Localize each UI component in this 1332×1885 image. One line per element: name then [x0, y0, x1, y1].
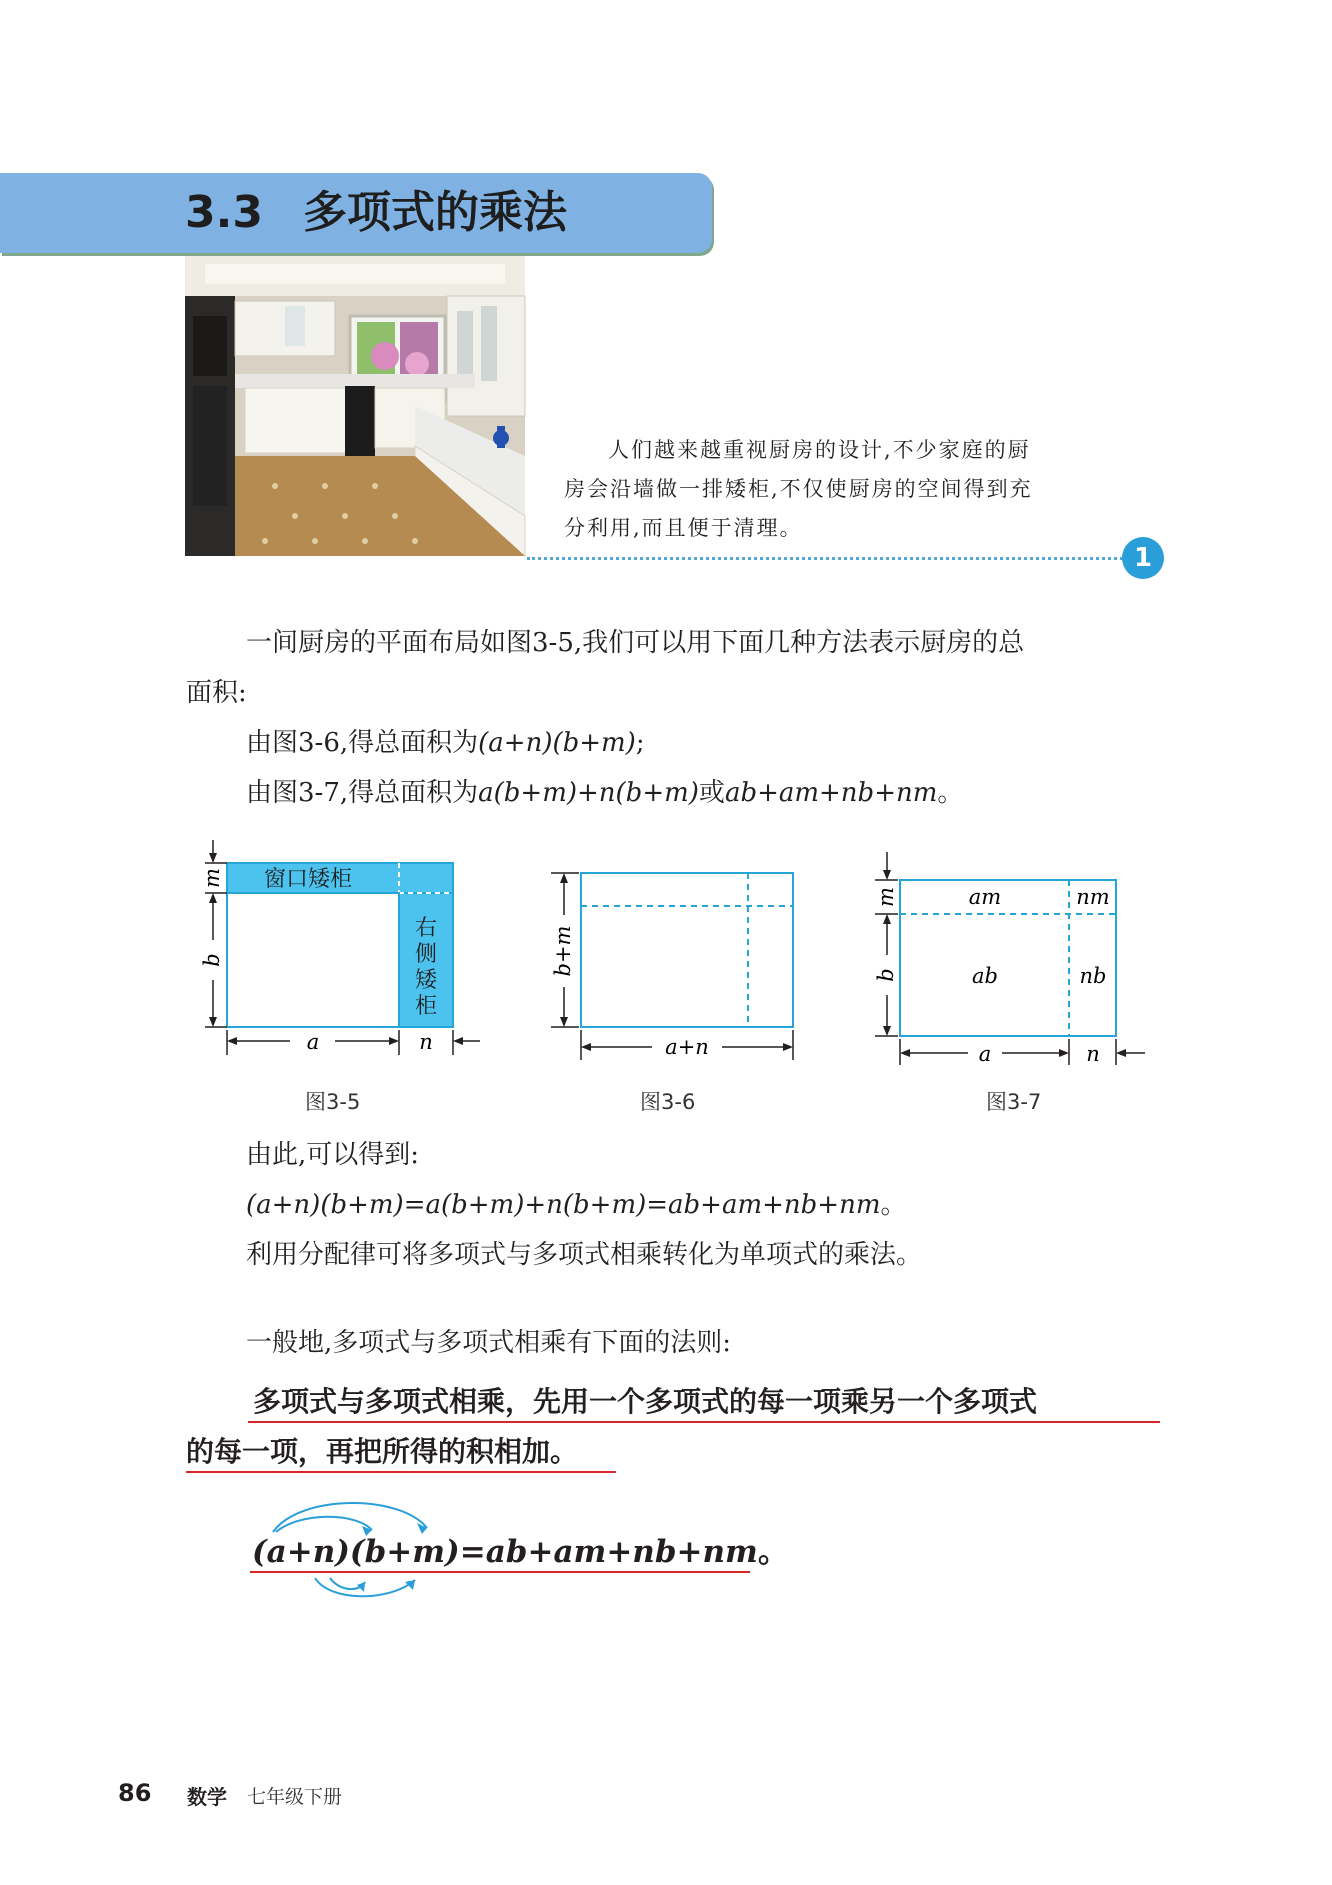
p3-expression-2: ab+am+nb+nm	[724, 778, 938, 808]
footer-subject: 数学	[187, 1785, 227, 1809]
page-number: 86	[118, 1779, 152, 1807]
p3-expression-1: a(b+m)+n(b+m)	[478, 778, 699, 808]
figure-3-5	[190, 835, 500, 1054]
intro-line-1: 人们越来越重视厨房的设计,不少家庭的厨	[608, 438, 1031, 462]
fig7-label-n: n	[1086, 1042, 1100, 1066]
paragraph-5	[246, 1185, 907, 1225]
section-badge: 1	[1122, 537, 1164, 579]
fig7-label-a: a	[978, 1042, 992, 1066]
window-cabinet-label: 窗口矮柜	[264, 867, 353, 892]
side-cabinet-char-1: 右	[414, 916, 438, 941]
fig7-label-m: m	[874, 887, 898, 907]
rule-underline-1	[248, 1421, 1160, 1423]
cell-ab: ab	[972, 964, 998, 988]
cell-nb: nb	[1079, 964, 1107, 988]
p5-end: 。	[880, 1190, 907, 1220]
formula-underline	[250, 1571, 750, 1573]
formula-lhs: (a+n)(b+m)	[252, 1534, 460, 1570]
p3-end: 。	[937, 778, 964, 808]
paragraph-4: 由此,可以得到:	[246, 1140, 420, 1170]
fig5-label-n: n	[419, 1030, 433, 1054]
p2-end: ;	[635, 728, 645, 758]
p3-or: 或	[698, 778, 725, 808]
caption-fig-3-7: 图3-7	[986, 1090, 1042, 1114]
section-number: 3.3	[185, 187, 263, 238]
formula-rhs: =ab+am+nb+nm	[459, 1534, 758, 1570]
fig5-label-b: b	[200, 953, 224, 967]
side-cabinet-char-4: 柜	[414, 994, 438, 1019]
rule-line-2: 的每一项，再把所得的积相加。	[186, 1435, 579, 1468]
paragraph-7: 一般地,多项式与多项式相乘有下面的法则:	[246, 1328, 732, 1358]
cell-am: am	[968, 885, 1002, 909]
kitchen-photo	[185, 256, 525, 556]
rule-formula	[252, 1526, 789, 1571]
paragraph-3	[246, 773, 963, 813]
fig5-label-m: m	[200, 868, 224, 888]
p2-prefix: 由图3-6,得总面积为	[246, 728, 479, 758]
fig6-label-side: b+m	[551, 925, 575, 977]
side-cabinet-char-2: 侧	[414, 942, 438, 967]
fig5-label-a: a	[306, 1030, 320, 1054]
figure-3-6	[540, 855, 810, 1059]
intro-line-2: 房会沿墙做一排矮柜,不仅使厨房的空间得到充	[564, 477, 1033, 501]
intro-line-3: 分利用,而且便于清理。	[564, 516, 803, 540]
p2-expression: (a+n)(b+m)	[478, 728, 636, 758]
paragraph-2	[246, 723, 645, 763]
paragraph-6: 利用分配律可将多项式与多项式相乘转化为单项式的乘法。	[246, 1240, 923, 1270]
p3-prefix: 由图3-7,得总面积为	[246, 778, 479, 808]
cell-nm: nm	[1076, 885, 1110, 909]
formula-end: 。	[757, 1534, 789, 1570]
paragraph-1-line-1: 一间厨房的平面布局如图3-5,我们可以用下面几种方法表示厨房的总	[246, 628, 1025, 658]
paragraph-1-line-2: 面积:	[186, 678, 247, 708]
fig7-label-b: b	[874, 968, 898, 982]
caption-fig-3-6: 图3-6	[640, 1090, 696, 1114]
caption-fig-3-5: 图3-5	[305, 1090, 361, 1114]
footer-grade: 七年级下册	[247, 1786, 343, 1808]
figure-3-7	[870, 845, 1160, 1065]
side-cabinet-char-3: 矮	[414, 968, 438, 993]
p5-expression: (a+n)(b+m)=a(b+m)+n(b+m)=ab+am+nb+nm	[246, 1190, 881, 1220]
rule-line-1: 多项式与多项式相乘，先用一个多项式的每一项乘另一个多项式	[253, 1385, 1038, 1418]
rule-underline-2	[186, 1471, 616, 1473]
section-title-text: 多项式的乘法	[302, 187, 567, 238]
section-title	[185, 182, 567, 244]
intro-text	[564, 431, 1134, 548]
dotted-divider	[527, 557, 1129, 560]
fig6-label-bottom: a+n	[665, 1035, 709, 1059]
